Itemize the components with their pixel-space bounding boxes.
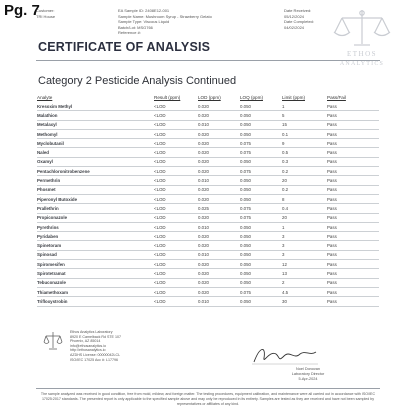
lod-cell: 0.020 [198, 232, 240, 241]
table-row [37, 250, 379, 259]
pass-fail-cell: Pass [327, 260, 379, 269]
loq-cell: 0.050 [240, 129, 282, 138]
loq-cell: 0.050 [240, 157, 282, 166]
limit-cell: 12 [282, 260, 327, 269]
signer-title: Laboratory Director [291, 371, 325, 376]
address-line: ISO/IEC 17025 Acc #: L17796 [70, 357, 118, 362]
analyte-cell: Spinetoram [37, 241, 154, 250]
lod-cell: 0.010 [198, 297, 240, 306]
limit-cell: 0.2 [282, 167, 327, 176]
lod-cell: 0.010 [198, 176, 240, 185]
lab-address-block [70, 330, 121, 362]
header-analyte: Analyte [37, 95, 53, 100]
loq-cell: 0.050 [240, 250, 282, 259]
pass-fail-cell: Pass [327, 232, 379, 241]
pass-fail-cell: Pass [327, 204, 379, 213]
title-divider [36, 60, 380, 61]
analyte-cell: Pentachloronitrobenzene [37, 167, 154, 176]
disclaimer-text: The sample analyzed was received in good condition, free from mold, mildew, and foreign matter. The testing procedures, equipment calibration, and maintenance were all carried out in accordance with ISO/IEC 17025:2017 standards. The presented report is only applicable to the specified sample above and may only be reproduced in its entirety. Samples are tested as they are received and have not been sampled by representatives or affiliates of any kind. [40, 392, 376, 406]
address-line: AZDHS License: 00000042LCL [70, 352, 121, 357]
pass-fail-cell: Pass [327, 278, 379, 287]
result-cell: <LOD [154, 167, 198, 176]
limit-cell: 20 [282, 213, 327, 222]
pass-fail-cell: Pass [327, 111, 379, 120]
limit-cell: 0.3 [282, 157, 327, 166]
sample-info-line: Sample Type: Viscous Liquid [118, 19, 170, 25]
lod-cell: 0.020 [198, 260, 240, 269]
lod-cell: 0.020 [198, 194, 240, 203]
header-lod: LOD (ppm) [198, 95, 221, 100]
sample-info-line: Batch/Lot: MSG766 [118, 24, 153, 30]
result-cell: <LOD [154, 194, 198, 203]
table-row [37, 148, 379, 157]
scales-icon [42, 330, 64, 354]
loq-cell: 0.050 [240, 102, 282, 111]
limit-cell: 0.2 [282, 185, 327, 194]
loq-cell: 0.075 [240, 287, 282, 296]
limit-cell: 9 [282, 139, 327, 148]
signer-info [268, 367, 348, 381]
pass-fail-cell: Pass [327, 157, 379, 166]
table-row [37, 287, 379, 296]
analyte-cell: Pyrethrins [37, 222, 154, 231]
loq-cell: 0.050 [240, 222, 282, 231]
table-row [37, 176, 379, 185]
page-label: Pg. 7 [4, 2, 40, 19]
result-cell: <LOD [154, 176, 198, 185]
result-cell: <LOD [154, 120, 198, 129]
lod-cell: 0.020 [198, 157, 240, 166]
customer-line: Customer: [36, 8, 55, 13]
table-row [37, 232, 379, 241]
analyte-cell: Metalaxyl [37, 120, 154, 129]
limit-cell: 5 [282, 111, 327, 120]
lod-cell: 0.020 [198, 129, 240, 138]
section-title: Category 2 Pesticide Analysis Continued [38, 75, 237, 87]
analyte-cell: Thiamethoxam [37, 287, 154, 296]
pass-fail-cell: Pass [327, 129, 379, 138]
result-cell: <LOD [154, 157, 198, 166]
limit-cell: 2 [282, 278, 327, 287]
table-row [37, 194, 379, 203]
table-header-row [37, 94, 379, 102]
table-row [37, 185, 379, 194]
result-cell: <LOD [154, 102, 198, 111]
result-cell: <LOD [154, 213, 198, 222]
limit-cell: 1 [282, 102, 327, 111]
analyte-cell: Malathion [37, 111, 154, 120]
loq-cell: 0.050 [240, 185, 282, 194]
loq-cell: 0.075 [240, 167, 282, 176]
address-line: 8920 E Camelback Rd STE 107 [70, 334, 121, 339]
limit-cell: 1 [282, 222, 327, 231]
dates-block [284, 8, 314, 30]
pass-fail-cell: Pass [327, 287, 379, 296]
table-row [37, 222, 379, 231]
table-row [37, 269, 379, 278]
pass-fail-cell: Pass [327, 222, 379, 231]
limit-cell: 3 [282, 250, 327, 259]
footer-logo [42, 330, 64, 354]
director-signature [250, 342, 320, 368]
lod-cell: 0.020 [198, 278, 240, 287]
analyte-cell: Spinosad [37, 250, 154, 259]
sample-info-block [118, 8, 212, 36]
certificate-title: CERTIFICATE OF ANALYSIS [38, 40, 211, 54]
result-cell: <LOD [154, 260, 198, 269]
table-row [37, 102, 379, 111]
scales-of-justice-icon [322, 4, 402, 74]
lod-cell: 0.010 [198, 250, 240, 259]
footer-divider [36, 388, 380, 389]
table-row [37, 129, 379, 138]
loq-cell: 0.050 [240, 232, 282, 241]
header-limit: Limit (ppm) [282, 95, 305, 100]
header-result: Result (ppm) [154, 95, 181, 100]
result-cell: <LOD [154, 139, 198, 148]
analyte-cell: Spiromesifen [37, 260, 154, 269]
sample-info-line: EA Sample ID: 2408E12-001 [118, 8, 170, 13]
limit-cell: 30 [282, 297, 327, 306]
analyte-cell: Spirotetramat [37, 269, 154, 278]
table-row [37, 241, 379, 250]
result-cell: <LOD [154, 278, 198, 287]
result-cell: <LOD [154, 241, 198, 250]
result-cell: <LOD [154, 287, 198, 296]
lod-cell: 0.020 [198, 213, 240, 222]
result-cell: <LOD [154, 269, 198, 278]
lod-cell: 0.020 [198, 287, 240, 296]
pass-fail-cell: Pass [327, 269, 379, 278]
loq-cell: 0.050 [240, 278, 282, 287]
address-line: Ethos Analytics Laboratory [70, 330, 113, 334]
analyte-cell: Methomyl [37, 129, 154, 138]
pass-fail-cell: Pass [327, 213, 379, 222]
ethos-logo [322, 4, 402, 74]
result-cell: <LOD [154, 222, 198, 231]
sample-info-line: Reference #: [118, 30, 141, 36]
result-cell: <LOD [154, 250, 198, 259]
loq-cell: 0.050 [240, 176, 282, 185]
loq-cell: 0.050 [240, 194, 282, 203]
analyte-cell: Piperonyl Butoxide [37, 194, 154, 203]
pass-fail-cell: Pass [327, 120, 379, 129]
address-line: Phoenix, AZ 85014 [70, 339, 101, 344]
loq-cell: 0.075 [240, 213, 282, 222]
date-line: 04/02/2024 [284, 24, 305, 30]
loq-cell: 0.050 [240, 297, 282, 306]
address-line: http://ethosanalytics.io [70, 348, 106, 353]
customer-block [36, 8, 55, 19]
analyte-cell: Propiconazole [37, 213, 154, 222]
lod-cell: 0.020 [198, 185, 240, 194]
limit-cell: 13 [282, 269, 327, 278]
analyte-cell: Pyridaben [37, 232, 154, 241]
loq-cell: 0.075 [240, 148, 282, 157]
analyte-cell: Kresoxim Methyl [37, 102, 154, 111]
pass-fail-cell: Pass [327, 102, 379, 111]
limit-cell: 0.1 [282, 129, 327, 138]
header-pass-fail: Pass/Fail [327, 95, 346, 100]
lod-cell: 0.025 [198, 204, 240, 213]
limit-cell: 0.5 [282, 148, 327, 157]
result-cell: <LOD [154, 185, 198, 194]
table-row [37, 157, 379, 166]
signer-name: Noel Donovan [295, 367, 321, 371]
pass-fail-cell: Pass [327, 176, 379, 185]
analyte-cell: Oxamyl [37, 157, 154, 166]
date-line: 05/12/2024 [284, 13, 305, 19]
analyte-cell: Myclobutanil [37, 139, 154, 148]
analyte-cell: Permethrin [37, 176, 154, 185]
table-row [37, 167, 379, 176]
logo-text-1: ETHOS [346, 50, 378, 58]
analyte-cell: Tebuconazole [37, 278, 154, 287]
pass-fail-cell: Pass [327, 297, 379, 306]
lod-cell: 0.020 [198, 148, 240, 157]
loq-cell: 0.075 [240, 139, 282, 148]
result-cell: <LOD [154, 204, 198, 213]
pass-fail-cell: Pass [327, 194, 379, 203]
table-row [37, 139, 379, 148]
lod-cell: 0.020 [198, 167, 240, 176]
analyte-cell: Phosmet [37, 185, 154, 194]
lod-cell: 0.010 [198, 120, 240, 129]
table-row [37, 260, 379, 269]
table-row [37, 204, 379, 213]
signed-date: 5-Apr-2024 [298, 376, 318, 381]
limit-cell: 0.4 [282, 204, 327, 213]
table-row [37, 278, 379, 287]
analyte-cell: Prallethrin [37, 204, 154, 213]
result-cell: <LOD [154, 232, 198, 241]
lod-cell: 0.020 [198, 102, 240, 111]
loq-cell: 0.050 [240, 241, 282, 250]
analyte-cell: Naled [37, 148, 154, 157]
limit-cell: 20 [282, 176, 327, 185]
pass-fail-cell: Pass [327, 241, 379, 250]
loq-cell: 0.050 [240, 111, 282, 120]
table-row [37, 213, 379, 222]
result-cell: <LOD [154, 129, 198, 138]
pass-fail-cell: Pass [327, 167, 379, 176]
loq-cell: 0.050 [240, 120, 282, 129]
pesticide-table [37, 94, 379, 307]
customer-line: TRI House [36, 13, 56, 19]
loq-cell: 0.050 [240, 269, 282, 278]
pass-fail-cell: Pass [327, 139, 379, 148]
address-line: info@ethosanalytics.io [70, 343, 107, 348]
table-row [37, 111, 379, 120]
limit-cell: 3 [282, 232, 327, 241]
lod-cell: 0.020 [198, 269, 240, 278]
pass-fail-cell: Pass [327, 185, 379, 194]
table-row [37, 297, 379, 306]
date-line: Date Received: [284, 8, 312, 13]
loq-cell: 0.050 [240, 260, 282, 269]
sample-info-line: Sample Name: Mushroom Syrup - Strawberry Gelato [118, 13, 212, 19]
table-row [37, 120, 379, 129]
lod-cell: 0.020 [198, 241, 240, 250]
result-cell: <LOD [154, 111, 198, 120]
lod-cell: 0.010 [198, 222, 240, 231]
loq-cell: 0.075 [240, 204, 282, 213]
limit-cell: 4.5 [282, 287, 327, 296]
lod-cell: 0.020 [198, 111, 240, 120]
analyte-cell: Trifloxystrobin [37, 297, 154, 306]
limit-cell: 8 [282, 194, 327, 203]
result-cell: <LOD [154, 297, 198, 306]
result-cell: <LOD [154, 148, 198, 157]
limit-cell: 15 [282, 120, 327, 129]
pass-fail-cell: Pass [327, 250, 379, 259]
pass-fail-cell: Pass [327, 148, 379, 157]
header-loq: LOQ (ppm) [240, 95, 263, 100]
signature-image [250, 342, 320, 368]
limit-cell: 3 [282, 241, 327, 250]
date-line: Date Completed: [284, 19, 315, 25]
logo-text-2: ANALYTICS [339, 61, 385, 67]
lod-cell: 0.020 [198, 139, 240, 148]
